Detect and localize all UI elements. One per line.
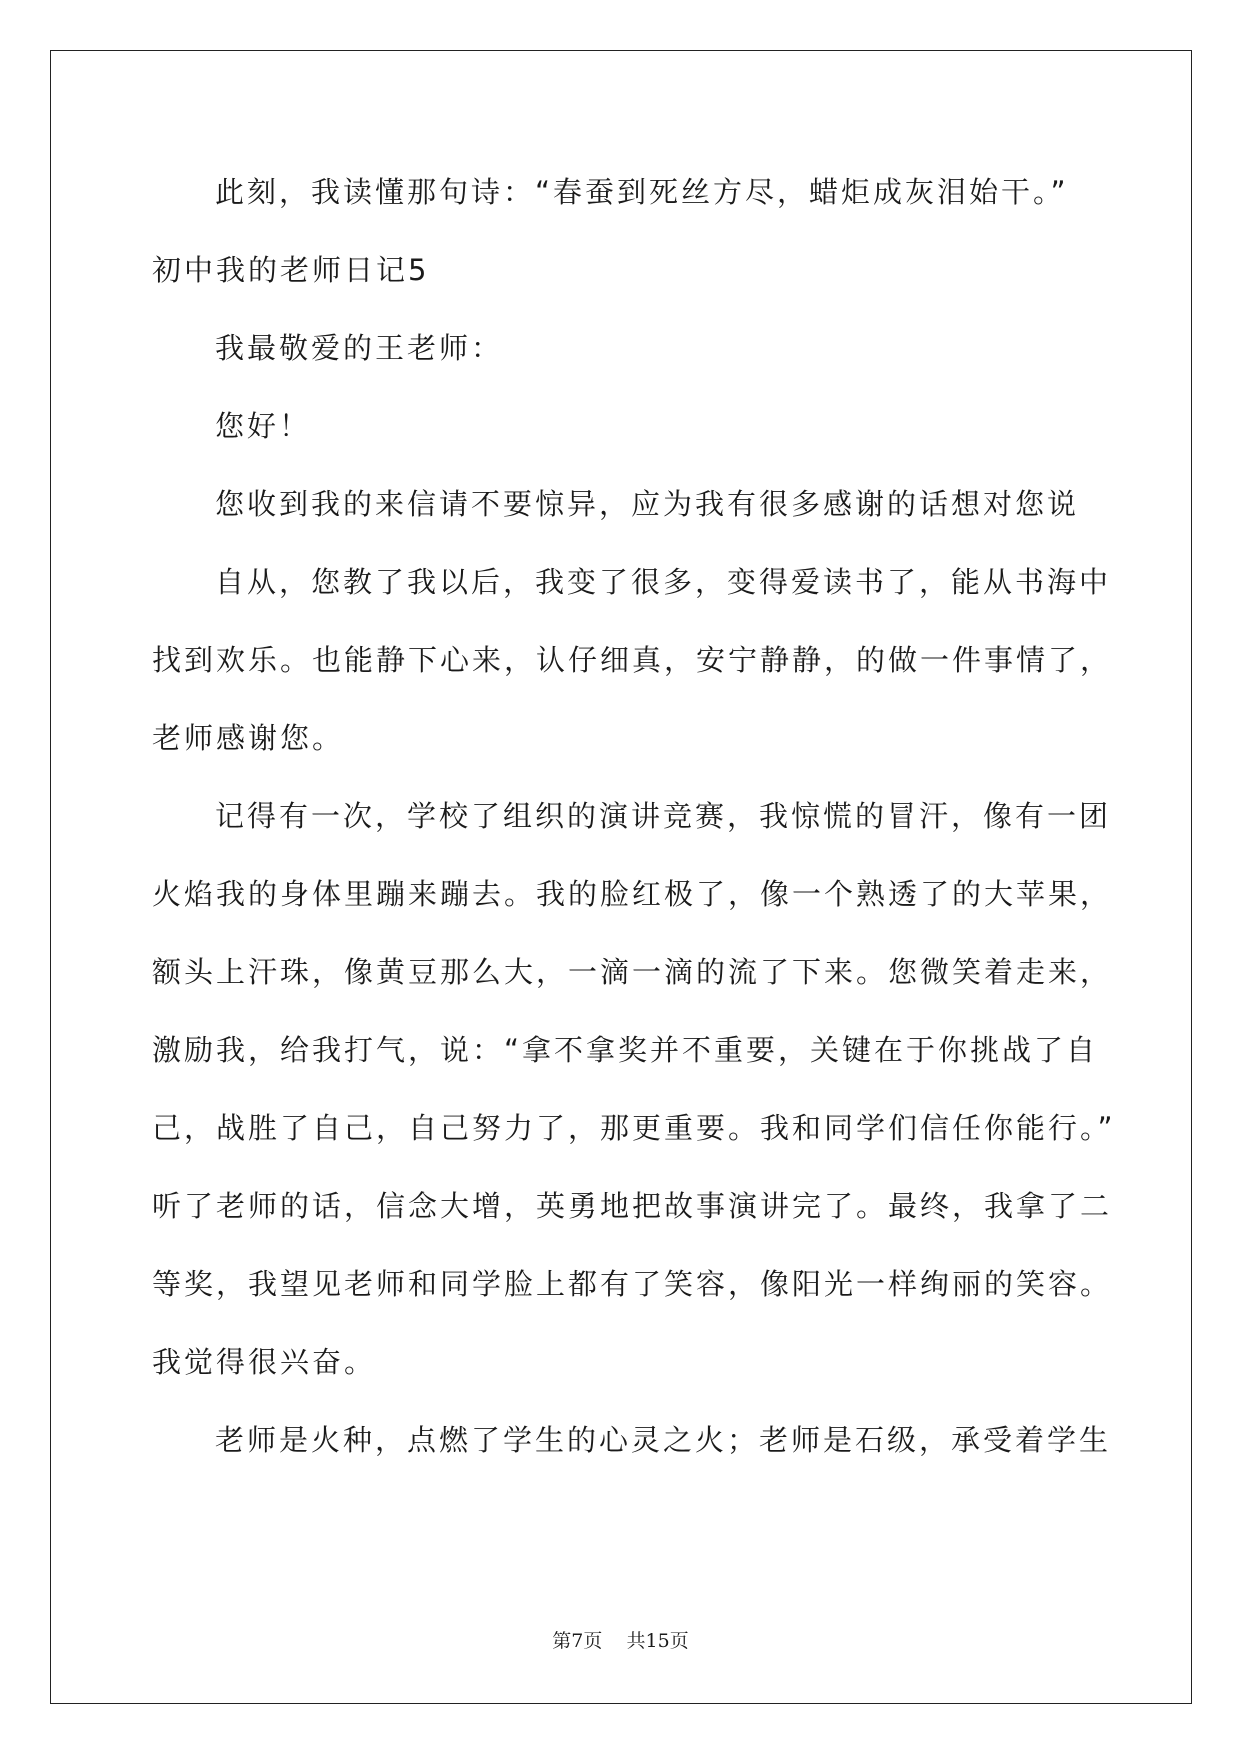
paragraph-line: 额头上汗珠，像黄豆那么大，一滴一滴的流了下来。您微笑着走来，: [152, 955, 1113, 989]
paragraph-line: 我觉得很兴奋。: [152, 1345, 377, 1379]
paragraph-line: 老师是火种，点燃了学生的心灵之火；老师是石级，承受着学生: [215, 1423, 1112, 1457]
paragraph-line: 火焰我的身体里蹦来蹦去。我的脸红极了，像一个熟透了的大苹果，: [152, 877, 1113, 911]
paragraph-line: 听了老师的话，信念大增，英勇地把故事演讲完了。最终，我拿了二: [152, 1189, 1113, 1223]
paragraph-line: 您收到我的来信请不要惊异，应为我有很多感谢的话想对您说: [215, 487, 1080, 521]
paragraph-line: 老师感谢您。: [152, 721, 345, 755]
paragraph-line: 自从，您教了我以后，我变了很多，变得爱读书了，能从书海中: [215, 565, 1112, 599]
section-heading: 初中我的老师日记5: [152, 253, 430, 287]
paragraph-line: 找到欢乐。也能静下心来，认仔细真，安宁静静，的做一件事情了，: [152, 643, 1113, 677]
paragraph-line: 此刻，我读懂那句诗：“春蚕到死丝方尽，蜡炬成灰泪始干。”: [215, 175, 1069, 209]
paragraph-line: 等奖，我望见老师和同学脸上都有了笑容，像阳光一样绚丽的笑容。: [152, 1267, 1113, 1301]
letter-salutation: 我最敬爱的王老师：: [215, 331, 504, 365]
page-number-footer: 第7页 共15页: [552, 1630, 689, 1652]
paragraph-line: 己，战胜了自己，自己努力了，那更重要。我和同学们信任你能行。”: [152, 1111, 1116, 1145]
paragraph-line: 激励我，给我打气，说：“拿不拿奖并不重要，关键在于你挑战了自: [152, 1033, 1099, 1067]
paragraph-line: 记得有一次，学校了组织的演讲竞赛，我惊慌的冒汗，像有一团: [215, 799, 1112, 833]
letter-greeting: 您好！: [215, 409, 312, 443]
